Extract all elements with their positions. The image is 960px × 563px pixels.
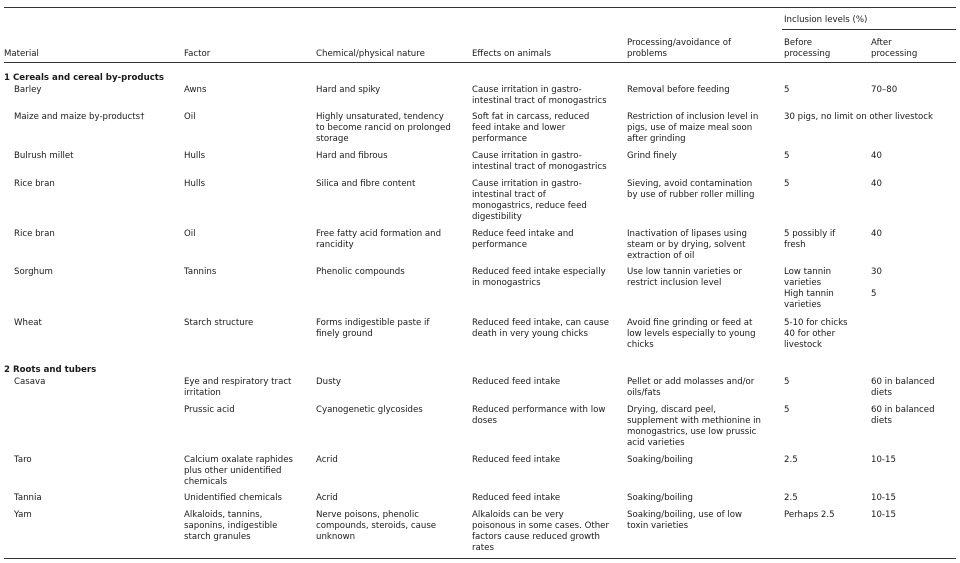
cell-before: 5-10 for chicks bbox=[784, 318, 848, 328]
cell-material: Tannia bbox=[14, 493, 42, 503]
cell-factor: Calcium oxalate raphides bbox=[184, 455, 294, 465]
cell-nature: unknown bbox=[316, 532, 356, 542]
cell-nature: Acrid bbox=[316, 493, 338, 503]
cell-effects: Reduced feed intake especially bbox=[472, 267, 606, 277]
cell-factor: saponins, indigestible bbox=[184, 521, 278, 531]
cell-nature: Free fatty acid formation and bbox=[316, 229, 442, 239]
cell-material: Sorghum bbox=[14, 267, 53, 277]
cell-effects: Cause irritation in gastro- bbox=[472, 151, 582, 161]
cell-factor: starch granules bbox=[184, 532, 251, 542]
cell-nature: Hard and spiky bbox=[316, 85, 381, 95]
cell-effects: Soft fat in carcass, reduced bbox=[472, 112, 590, 122]
cell-effects: Reduced feed intake bbox=[472, 377, 561, 387]
cell-before: livestock bbox=[784, 340, 822, 350]
header-after-line2: processing bbox=[871, 49, 918, 59]
inclusion-levels-header: Inclusion levels (%) bbox=[784, 15, 868, 25]
cell-effects: monogastrics, reduce feed bbox=[472, 201, 587, 211]
cell-effects: performance bbox=[472, 134, 528, 144]
cell-material: Rice bran bbox=[14, 229, 55, 239]
cell-after: 30 bbox=[871, 267, 882, 277]
header-before-line1: Before bbox=[784, 38, 813, 48]
cell-after: 70–80 bbox=[871, 85, 898, 95]
cell-after: 10-15 bbox=[871, 455, 896, 465]
cell-before: 5 bbox=[784, 377, 790, 387]
cell-material: Maize and maize by-products† bbox=[14, 112, 145, 122]
cell-before: Perhaps 2.5 bbox=[784, 510, 835, 520]
cell-before: varieties bbox=[784, 300, 822, 310]
cell-effects: Cause irritation in gastro- bbox=[472, 85, 582, 95]
cell-nature: to become rancid on prolonged bbox=[316, 123, 451, 133]
cell-processing: oils/fats bbox=[627, 388, 661, 398]
header-rule bbox=[4, 62, 956, 63]
top-rule bbox=[4, 7, 956, 8]
cell-factor: Prussic acid bbox=[184, 405, 235, 415]
cell-nature: Acrid bbox=[316, 455, 338, 465]
cell-nature: Silica and fibre content bbox=[316, 179, 416, 189]
cell-before: High tannin bbox=[784, 289, 834, 299]
cell-after: 40 bbox=[871, 179, 882, 189]
cell-processing: Soaking/boiling, use of low bbox=[627, 510, 743, 520]
cell-factor: irritation bbox=[184, 388, 221, 398]
cell-effects: feed intake and lower bbox=[472, 123, 566, 133]
header-before-line2: processing bbox=[784, 49, 831, 59]
cell-factor: Tannins bbox=[184, 267, 217, 277]
cell-effects: Reduced feed intake, can cause bbox=[472, 318, 610, 328]
cell-nature: Phenolic compounds bbox=[316, 267, 405, 277]
cell-effects: doses bbox=[472, 416, 497, 426]
cell-effects: performance bbox=[472, 240, 528, 250]
cell-factor: Hulls bbox=[184, 151, 206, 161]
cell-after: 5 bbox=[871, 289, 877, 299]
cell-nature: Dusty bbox=[316, 377, 341, 387]
cell-nature: Nerve poisons, phenolic bbox=[316, 510, 419, 520]
cell-factor: Eye and respiratory tract bbox=[184, 377, 292, 387]
bottom-rule bbox=[4, 558, 956, 559]
cell-after: 10-15 bbox=[871, 510, 896, 520]
cell-nature: finely ground bbox=[316, 329, 373, 339]
cell-nature: Hard and fibrous bbox=[316, 151, 388, 161]
cell-before: varieties bbox=[784, 278, 822, 288]
cell-processing: Inactivation of lipases using bbox=[627, 229, 747, 239]
cell-processing: Drying, discard peel, bbox=[627, 405, 717, 415]
cell-processing: Grind finely bbox=[627, 151, 677, 161]
cell-processing: Restriction of inclusion level in bbox=[627, 112, 759, 122]
header-processing-line1: Processing/avoidance of bbox=[627, 38, 731, 48]
section-heading: 2 Roots and tubers bbox=[4, 365, 97, 375]
cell-material: Casava bbox=[14, 377, 46, 387]
cell-processing: Soaking/boiling bbox=[627, 455, 693, 465]
cell-processing: Soaking/boiling bbox=[627, 493, 693, 503]
cell-nature: Cyanogenetic glycosides bbox=[316, 405, 423, 415]
cell-after: 60 in balanced bbox=[871, 405, 935, 415]
header-after-line1: After bbox=[871, 38, 892, 48]
cell-factor: Oil bbox=[184, 229, 196, 239]
cell-effects: Reduced performance with low bbox=[472, 405, 606, 415]
cell-before: Low tannin bbox=[784, 267, 832, 277]
cell-processing: Use low tannin varieties or bbox=[627, 267, 742, 277]
cell-effects: Reduced feed intake bbox=[472, 493, 561, 503]
cell-processing: after grinding bbox=[627, 134, 686, 144]
cell-effects: Alkaloids can be very bbox=[472, 510, 564, 520]
cell-material: Taro bbox=[14, 455, 32, 465]
cell-processing: by use of rubber roller milling bbox=[627, 190, 755, 200]
section-heading: 1 Cereals and cereal by-products bbox=[4, 73, 165, 83]
cell-before: 30 pigs, no limit on other livestock bbox=[784, 112, 933, 122]
cell-factor: chemicals bbox=[184, 477, 228, 487]
cell-processing: Pellet or add molasses and/or bbox=[627, 377, 755, 387]
header-factor: Factor bbox=[184, 49, 211, 59]
cell-effects: Reduce feed intake and bbox=[472, 229, 574, 239]
cell-nature: Highly unsaturated, tendency bbox=[316, 112, 444, 122]
cell-effects: intestinal tract of monogastrics bbox=[472, 96, 607, 106]
cell-factor: Oil bbox=[184, 112, 196, 122]
cell-after: 40 bbox=[871, 229, 882, 239]
cell-factor: Awns bbox=[184, 85, 207, 95]
cell-processing: chicks bbox=[627, 340, 654, 350]
cell-processing: restrict inclusion level bbox=[627, 278, 722, 288]
header-effects: Effects on animals bbox=[472, 49, 551, 59]
cell-nature: storage bbox=[316, 134, 349, 144]
cell-material: Bulrush millet bbox=[14, 151, 74, 161]
cell-after: 10-15 bbox=[871, 493, 896, 503]
cell-nature: rancidity bbox=[316, 240, 354, 250]
cell-before: 2.5 bbox=[784, 493, 798, 503]
cell-nature: Forms indigestible paste if bbox=[316, 318, 430, 328]
cell-effects: poisonous in some cases. Other bbox=[472, 521, 609, 531]
cell-effects: digestibility bbox=[472, 212, 522, 222]
cell-processing: monogastrics, use low prussic bbox=[627, 427, 757, 437]
cell-after: diets bbox=[871, 388, 892, 398]
cell-effects: rates bbox=[472, 543, 494, 553]
cell-nature: compounds, steroids, cause bbox=[316, 521, 437, 531]
cell-before: fresh bbox=[784, 240, 806, 250]
cell-processing: pigs, use of maize meal soon bbox=[627, 123, 753, 133]
cell-before: 5 bbox=[784, 405, 790, 415]
cell-processing: low levels especially to young bbox=[627, 329, 756, 339]
cell-factor: plus other unidentified bbox=[184, 466, 282, 476]
cell-processing: Avoid fine grinding or feed at bbox=[627, 318, 753, 328]
cell-effects: in monogastrics bbox=[472, 278, 541, 288]
cell-before: 5 bbox=[784, 85, 790, 95]
cell-processing: Sieving, avoid contamination bbox=[627, 179, 753, 189]
cell-processing: acid varieties bbox=[627, 438, 685, 448]
cell-material: Barley bbox=[14, 85, 42, 95]
cell-factor: Unidentified chemicals bbox=[184, 493, 283, 503]
inclusion-underline bbox=[782, 29, 956, 30]
cell-processing: steam or by drying, solvent bbox=[627, 240, 746, 250]
cell-before: 5 bbox=[784, 179, 790, 189]
header-nature: Chemical/physical nature bbox=[316, 49, 425, 59]
cell-factor: Starch structure bbox=[184, 318, 254, 328]
cell-material: Yam bbox=[14, 510, 32, 520]
cell-effects: factors cause reduced growth bbox=[472, 532, 600, 542]
cell-after: 60 in balanced bbox=[871, 377, 935, 387]
cell-factor: Alkaloids, tannins, bbox=[184, 510, 263, 520]
cell-before: 2.5 bbox=[784, 455, 798, 465]
cell-material: Wheat bbox=[14, 318, 42, 328]
cell-after: 40 bbox=[871, 151, 882, 161]
cell-processing: extraction of oil bbox=[627, 251, 695, 261]
cell-processing: Removal before feeding bbox=[627, 85, 730, 95]
cell-before: 5 bbox=[784, 151, 790, 161]
cell-after: diets bbox=[871, 416, 892, 426]
cell-factor: Hulls bbox=[184, 179, 206, 189]
cell-material: Rice bran bbox=[14, 179, 55, 189]
header-material: Material bbox=[4, 49, 39, 59]
cell-processing: toxin varieties bbox=[627, 521, 689, 531]
cell-effects: death in very young chicks bbox=[472, 329, 589, 339]
cell-before: 5 possibly if bbox=[784, 229, 836, 239]
cell-effects: intestinal tract of bbox=[472, 190, 546, 200]
cell-effects: intestinal tract of monogastrics bbox=[472, 162, 607, 172]
cell-effects: Cause irritation in gastro- bbox=[472, 179, 582, 189]
cell-processing: supplement with methionine in bbox=[627, 416, 761, 426]
header-processing-line2: problems bbox=[627, 49, 668, 59]
cell-before: 40 for other bbox=[784, 329, 836, 339]
cell-effects: Reduced feed intake bbox=[472, 455, 561, 465]
